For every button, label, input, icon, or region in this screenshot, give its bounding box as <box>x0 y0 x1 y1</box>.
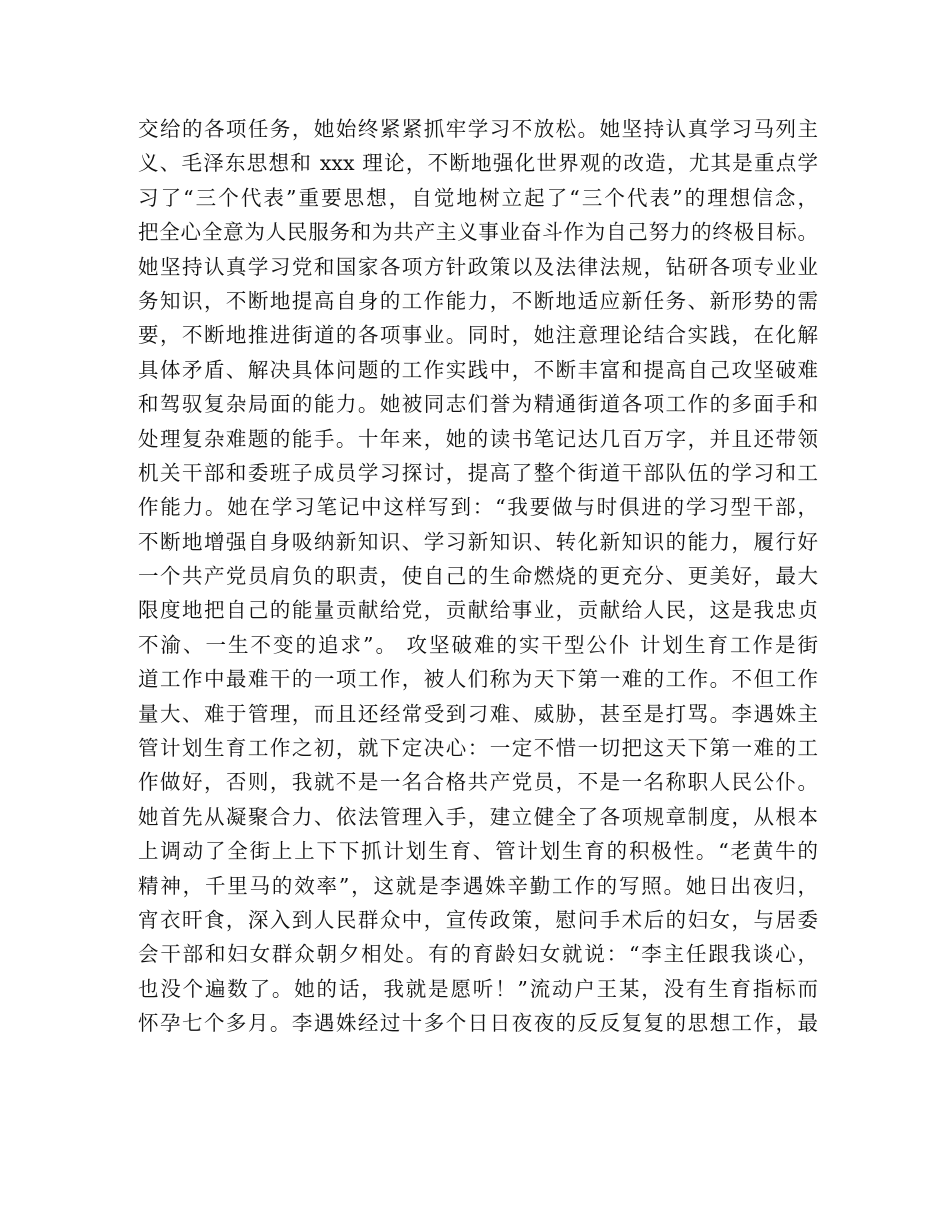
text-line: 作做好，否则，我就不是一名合格共产党员，不是一名称职人民公仆。 <box>138 770 818 795</box>
text-line: 不断地增强自身吸纳新知识、学习新知识、转化新知识的能力，履行好 <box>138 529 818 554</box>
text-line: 量大、难于管理，而且还经常受到刁难、威胁，甚至是打骂。李遇姝主 <box>138 701 818 726</box>
text-line: 管计划生育工作之初，就下定决心：一定不惜一切把这天下第一难的工 <box>138 736 818 761</box>
text-line: 怀孕七个多月。李遇姝经过十多个日日夜夜的反反复复的思想工作，最 <box>138 1011 818 1036</box>
text-line: 具体矛盾、解决具体问题的工作实践中，不断丰富和提高自己攻坚破难 <box>138 357 818 382</box>
text-line: 和驾驭复杂局面的能力。她被同志们誉为精通街道各项工作的多面手和 <box>138 392 818 417</box>
text-line: 一个共产党员肩负的职责，使自己的生命燃烧的更充分、更美好，最大 <box>138 564 818 589</box>
text-line: 义、毛泽东思想和 xxx 理论，不断地强化世界观的改造，尤其是重点学 <box>138 151 818 176</box>
text-line: 也没个遍数了。她的话，我就是愿听！”流动户王某，没有生育指标而 <box>138 976 818 1001</box>
text-line: 要，不断地推进街道的各项事业。同时，她注意理论结合实践，在化解 <box>138 323 818 348</box>
text-line: 宵衣旰食，深入到人民群众中，宣传政策，慰问手术后的妇女，与居委 <box>138 907 818 932</box>
text-line: 她首先从凝聚合力、依法管理入手，建立健全了各项规章制度，从根本 <box>138 804 818 829</box>
text-line: 不渝、一生不变的追求”。 攻坚破难的实干型公仆 计划生育工作是街 <box>138 632 818 657</box>
text-line: 她坚持认真学习党和国家各项方针政策以及法律法规，钻研各项专业业 <box>138 254 818 279</box>
text-line: 精神，千里马的效率”，这就是李遇姝辛勤工作的写照。她日出夜归， <box>138 873 818 898</box>
text-line: 务知识，不断地提高自身的工作能力，不断地适应新任务、新形势的需 <box>138 288 818 313</box>
text-line: 习了“三个代表”重要思想，自觉地树立起了“三个代表”的理想信念， <box>138 185 818 210</box>
text-line: 交给的各项任务，她始终紧紧抓牢学习不放松。她坚持认真学习马列主 <box>138 117 818 141</box>
text-line: 上调动了全街上上下下抓计划生育、管计划生育的积极性。“老黄牛的 <box>138 839 818 864</box>
text-line: 作能力。她在学习笔记中这样写到：“我要做与时俱进的学习型干部， <box>138 495 818 520</box>
text-line: 道工作中最难干的一项工作，被人们称为天下第一难的工作。不但工作 <box>138 667 818 692</box>
text-line: 机关干部和委班子成员学习探讨，提高了整个街道干部队伍的学习和工 <box>138 460 818 485</box>
text-line: 把全心全意为人民服务和为共产主义事业奋斗作为自己努力的终极目标。 <box>138 220 818 245</box>
body-text <box>138 112 818 1041</box>
text-line: 处理复杂难题的能手。十年来，她的读书笔记达几百万字，并且还带领 <box>138 426 818 451</box>
text-line: 会干部和妇女群众朝夕相处。有的育龄妇女就说：“李主任跟我谈心， <box>138 942 818 967</box>
text-line: 限度地把自己的能量贡献给党，贡献给事业，贡献给人民，这是我忠贞 <box>138 598 818 623</box>
